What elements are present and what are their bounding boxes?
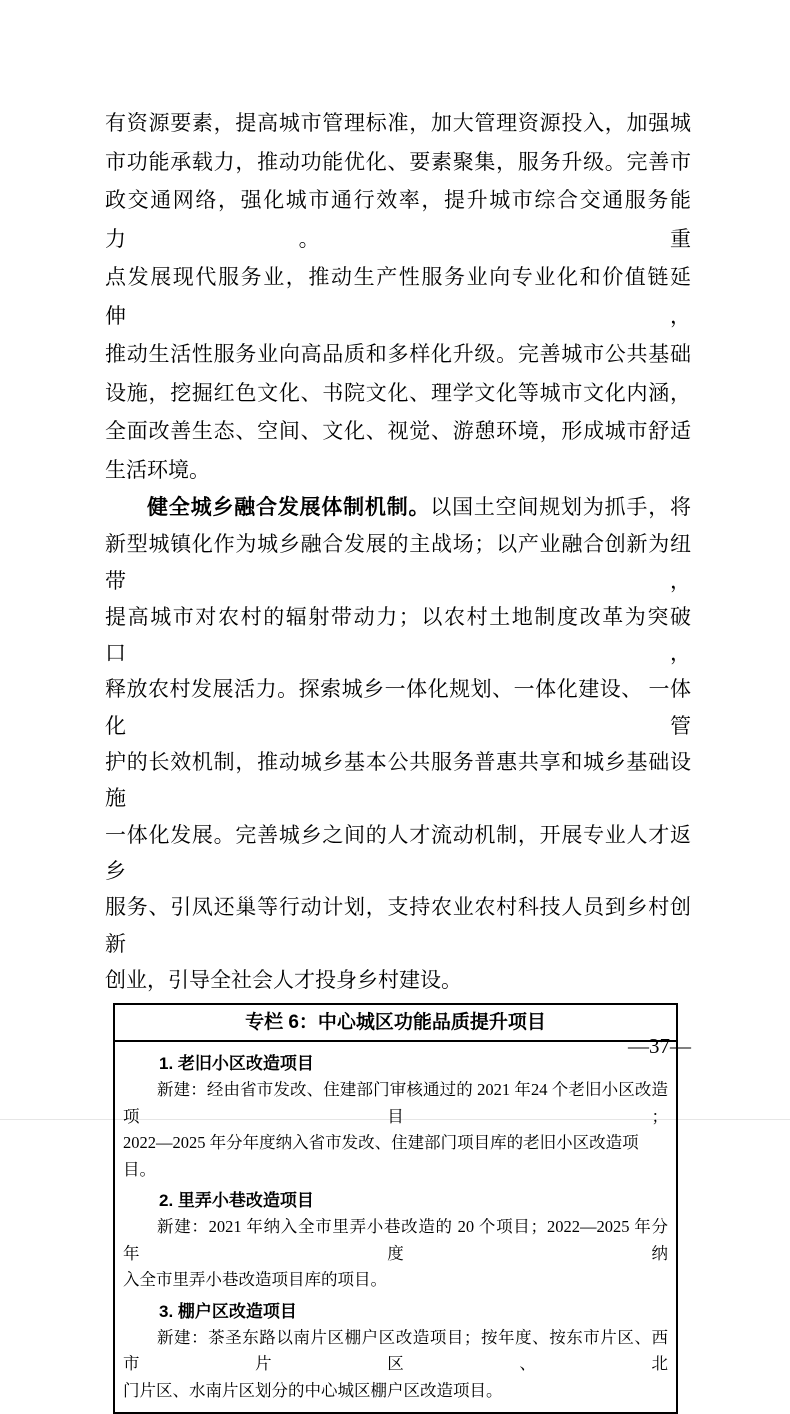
page-content <box>105 104 691 1414</box>
paragraph-line: 服务、引凤还巢等行动计划，支持农业农村科技人员到乡村创新 <box>105 895 691 956</box>
paragraph-line: 全面改善生态、空间、文化、视觉、游憩环境，形成城市舒适 <box>105 419 691 443</box>
page-number: —37— <box>628 1034 691 1058</box>
box-item-line: 门片区、水南片区划分的中心城区棚户区改造项目。 <box>123 1380 503 1400</box>
paragraph-line: 点发展现代服务业，推动生产性服务业向专业化和价值链延伸， <box>105 265 691 328</box>
paragraph-line: 市功能承载力，推动功能优化、要素聚集，服务升级。完善市 <box>105 149 691 174</box>
body-paragraph-1 <box>105 104 691 489</box>
box-title: 专栏 6：中心城区功能品质提升项目 <box>115 1005 676 1042</box>
paragraph-line: 生活环境。 <box>105 457 210 482</box>
body-paragraph-2 <box>105 489 691 998</box>
paragraph-line: 一体化发展。完善城乡之间的人才流动机制，开展专业人才返乡 <box>105 822 691 883</box>
paragraph-line-text: 以国土空间规划为抓手，将 <box>430 495 692 519</box>
box-item-line: 新建：茶圣东路以南片区棚户区改造项目；按年度、按东市片区、西市片区、北 <box>123 1327 668 1374</box>
box-item-heading: 3. 棚户区改造项目 <box>159 1301 297 1321</box>
box-item-heading: 1. 老旧小区改造项目 <box>159 1054 314 1074</box>
box-item-line: 2022—2025 年分年度纳入省市发改、住建部门项目库的老旧小区改造项目。 <box>123 1133 639 1179</box>
paragraph-line: 政交通网络，强化城市通行效率，提升城市综合交通服务能力。 重 <box>105 188 691 251</box>
paragraph-line: 护的长效机制，推动城乡基本公共服务普惠共享和城乡基础设施 <box>105 750 691 811</box>
box-item-heading: 2. 里弄小巷改造项目 <box>159 1191 314 1211</box>
paragraph-line: 新型城镇化作为城乡融合发展的主战场；以产业融合创新为纽带， <box>105 532 691 593</box>
box-item-line: 新建：经由省市发改、住建部门审核通过的 2021 年24 个老旧小区改造项目； <box>123 1080 668 1126</box>
box-item-line: 新建：2021 年纳入全市里弄小巷改造的 20 个项目；2022—2025 年分年度纳 <box>123 1217 668 1263</box>
box-body <box>115 1042 676 1412</box>
box-item-2 <box>123 1187 668 1294</box>
paragraph-lead-heading: 健全城乡融合发展体制机制。 <box>147 496 431 519</box>
box-item-1 <box>123 1050 668 1183</box>
paragraph-line <box>105 489 691 526</box>
paragraph-line: 推动生活性服务业向高品质和多样化升级。完善城市公共基础 <box>105 342 691 366</box>
paragraph-line: 创业，引导全社会人才投身乡村建设。 <box>105 967 462 992</box>
feature-box-column-6 <box>113 1003 678 1414</box>
box-item-3 <box>123 1298 668 1405</box>
paragraph-line: 有资源要素，提高城市管理标准，加大管理资源投入，加强城 <box>105 111 691 135</box>
paragraph-line: 释放农村发展活力。探索城乡一体化规划、一体化建设、 一体化管 <box>105 677 691 738</box>
box-item-line: 入全市里弄小巷改造项目库的项目。 <box>123 1270 387 1290</box>
paragraph-line: 设施，挖掘红色文化、书院文化、理学文化等城市文化内涵， <box>105 380 691 405</box>
paragraph-line: 提高城市对农村的辐射带动力；以农村土地制度改革为突破口， <box>105 604 691 666</box>
